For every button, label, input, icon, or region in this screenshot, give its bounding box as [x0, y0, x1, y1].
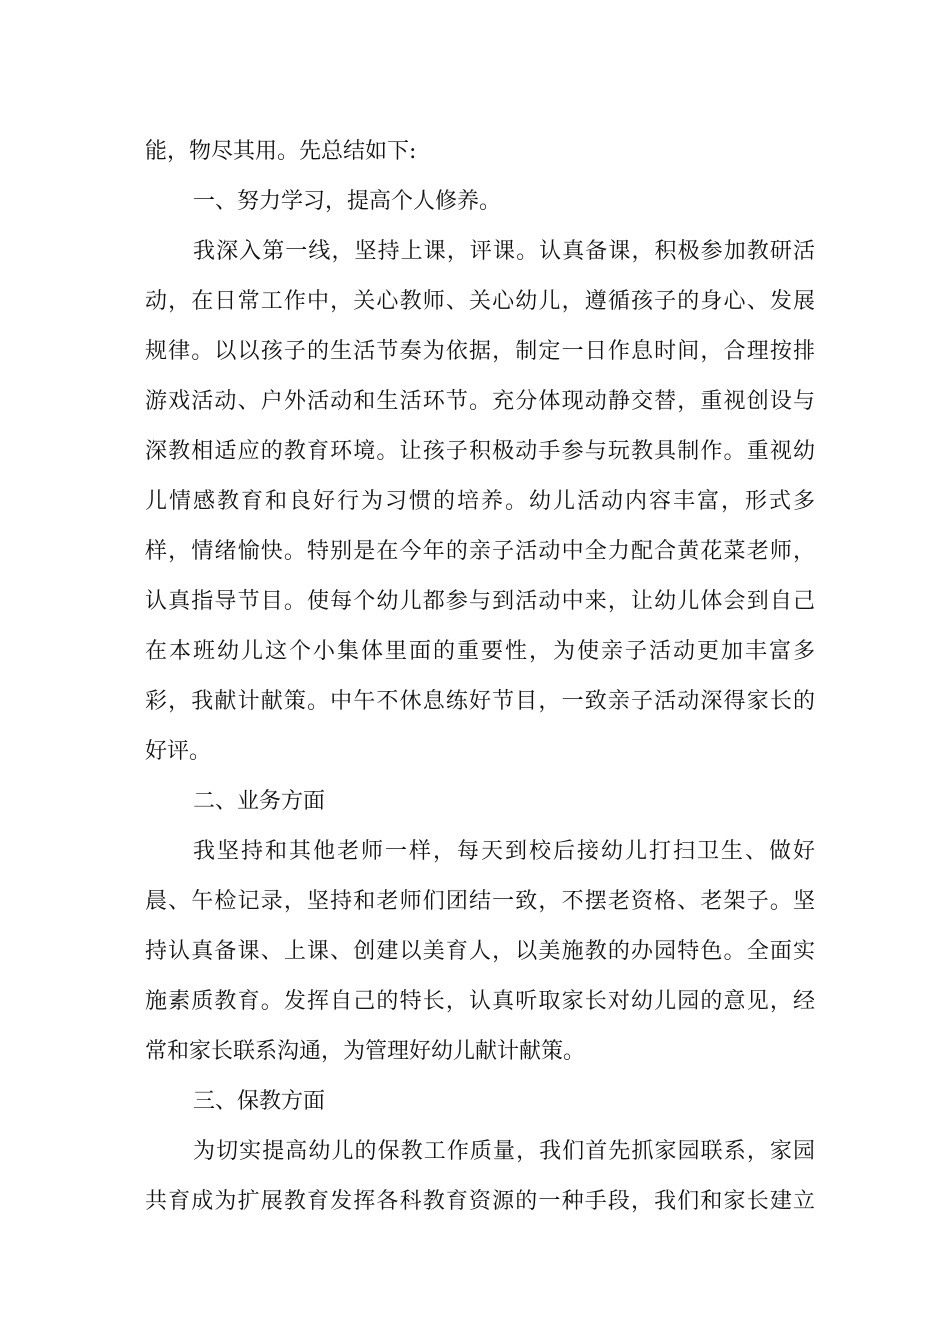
paragraph-line: 为切实提高幼儿的保教工作质量，我们首先抓家园联系，家园 [193, 1139, 815, 1164]
paragraph-line: 常和家长联系沟通，为管理好幼儿献计献策。 [145, 1039, 586, 1064]
paragraph-line: 深教相适应的教育环境。让孩子积极动手参与玩教具制作。重视幼 [145, 439, 815, 464]
paragraph-line: 晨、午检记录，坚持和老师们团结一致，不摆老资格、老架子。坚 [145, 889, 815, 914]
paragraph-line: 认真指导节目。使每个幼儿都参与到活动中来，让幼儿体会到自己 [145, 589, 815, 614]
paragraph-line: 能，物尽其用。先总结如下: [145, 139, 417, 164]
paragraph-line: 规律。以以孩子的生活节奏为依据，制定一日作息时间，合理按排 [145, 339, 815, 364]
paragraph-line: 我深入第一线，坚持上课，评课。认真备课，积极参加教研活 [193, 239, 815, 264]
paragraph-line: 我坚持和其他老师一样，每天到校后接幼儿打扫卫生、做好 [193, 839, 815, 864]
section-heading: 二、业务方面 [193, 789, 326, 814]
paragraph-line: 好评。 [145, 739, 212, 764]
paragraph-line: 持认真备课、上课、创建以美育人，以美施教的办园特色。全面实 [145, 939, 815, 964]
section-heading: 三、保教方面 [193, 1089, 326, 1114]
paragraph-line: 在本班幼儿这个小集体里面的重要性，为使亲子活动更加丰富多 [145, 639, 815, 664]
paragraph-line: 儿情感教育和良好行为习惯的培养。幼儿活动内容丰富，形式多 [145, 489, 815, 514]
paragraph-line: 游戏活动、户外活动和生活环节。充分体现动静交替，重视创设与 [145, 389, 815, 414]
section-heading: 一、努力学习，提高个人修养。 [193, 189, 502, 214]
paragraph-line: 样，情绪愉快。特别是在今年的亲子活动中全力配合黄花菜老师， [145, 539, 815, 564]
paragraph-line: 彩，我献计献策。中午不休息练好节目，一致亲子活动深得家长的 [145, 689, 815, 714]
paragraph-line: 施素质教育。发挥自己的特长，认真听取家长对幼儿园的意见，经 [145, 989, 815, 1014]
paragraph-line: 共育成为扩展教育发挥各科教育资源的一种手段，我们和家长建立 [145, 1189, 815, 1214]
paragraph-line: 动，在日常工作中，关心教师、关心幼儿，遵循孩子的身心、发展 [145, 289, 815, 314]
